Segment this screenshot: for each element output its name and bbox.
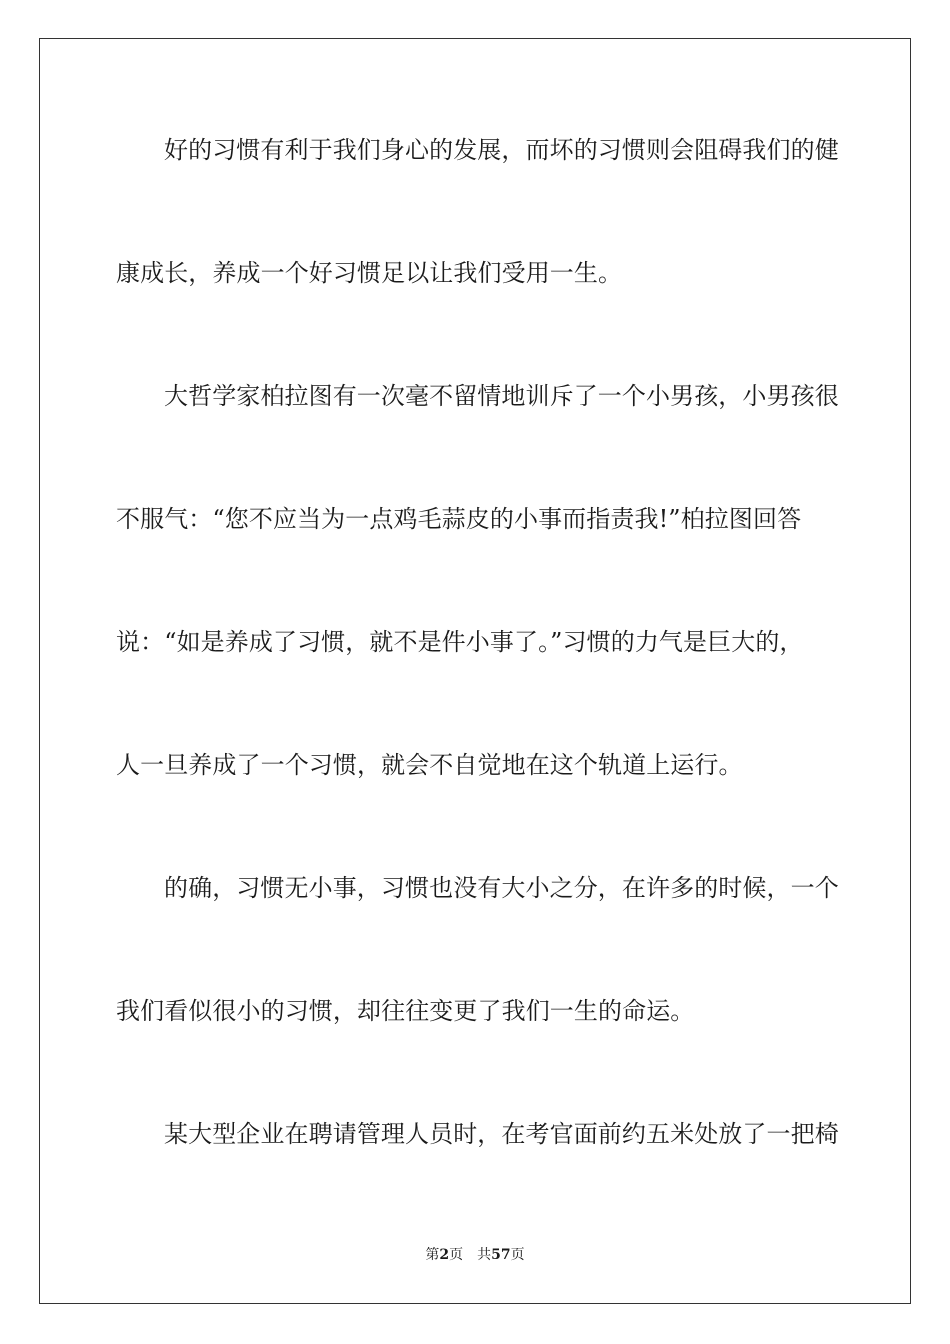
paragraph-3-line-1: 的确，习惯无小事，习惯也没有大小之分，在许多的时候，一个: [164, 874, 839, 902]
paragraph-2-line-3: 说：“如是养成了习惯，就不是件小事了。”习惯的力气是巨大的，: [116, 628, 804, 656]
paragraph-2-line-2: 不服气：“您不应当为一点鸡毛蒜皮的小事而指责我!”柏拉图回答: [116, 505, 802, 533]
paragraph-1-line-2: 康成长，养成一个好习惯足以让我们受用一生。: [116, 259, 623, 287]
total-pages-number: 57: [491, 1247, 511, 1263]
paragraph-1-line-1: 好的习惯有利于我们身心的发展，而坏的习惯则会阻碍我们的健: [164, 136, 839, 164]
paragraph-4-line-1: 某大型企业在聘请管理人员时，在考官面前约五米处放了一把椅: [164, 1120, 839, 1148]
paragraph-2-line-4: 人一旦养成了一个习惯，就会不自觉地在这个轨道上运行。: [116, 751, 743, 779]
paragraph-3-line-2: 我们看似很小的习惯，却往往变更了我们一生的命运。: [116, 997, 695, 1025]
page-label-suffix: 页: [449, 1247, 464, 1263]
page-footer: [0, 1245, 950, 1265]
paragraph-2-line-1: 大哲学家柏拉图有一次毫不留情地训斥了一个小男孩，小男孩很: [164, 382, 839, 410]
total-label-prefix: 共: [477, 1247, 492, 1263]
total-label-suffix: 页: [510, 1247, 525, 1263]
current-page-number: 2: [439, 1247, 450, 1263]
page-label-prefix: 第: [425, 1247, 440, 1263]
